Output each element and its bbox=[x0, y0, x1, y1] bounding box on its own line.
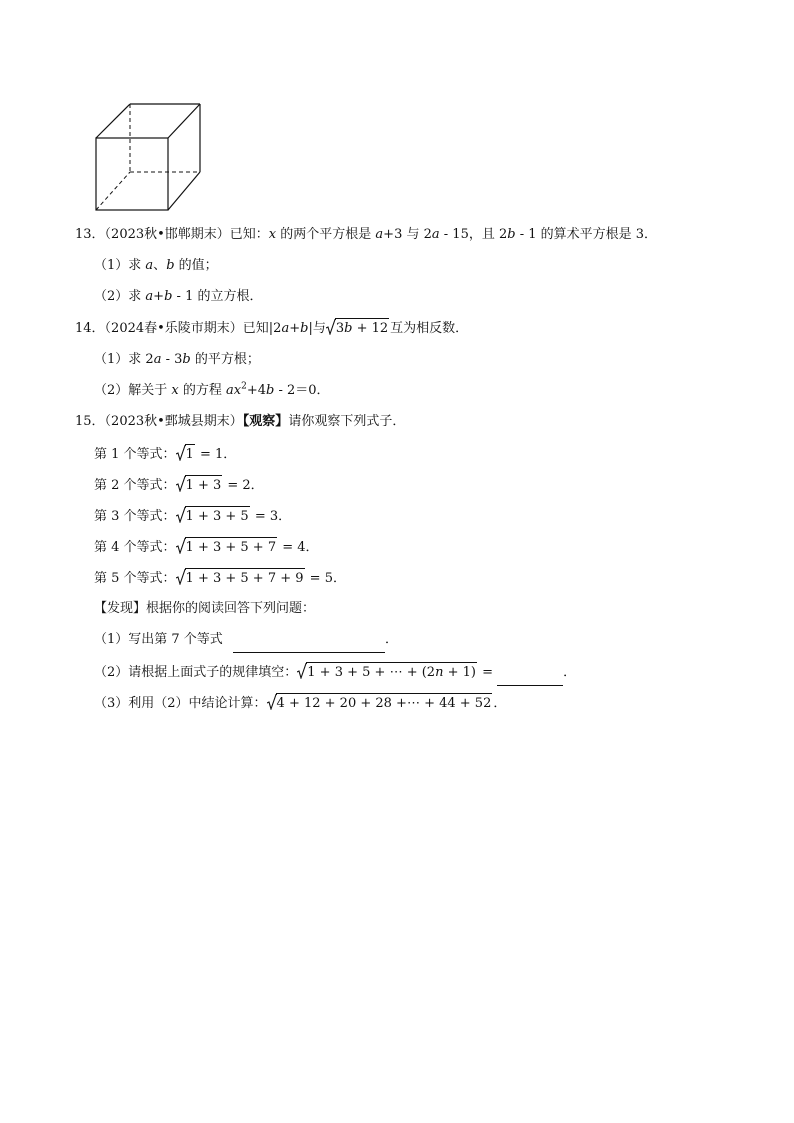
q15-equation-4: 第 4 个等式： 1 + 3 + 5 + 7 = 4． bbox=[94, 537, 319, 558]
q15-equation-5: 第 5 个等式： 1 + 3 + 5 + 7 + 9 = 5． bbox=[94, 568, 346, 589]
q15-stem: 15．（2023秋•鄄城县期末）【观察】请你观察下列式子． bbox=[75, 414, 406, 429]
cube-figure bbox=[92, 100, 204, 214]
q15-part2: （2）请根据上面式子的规律填空： 1 + 3 + 5 + ⋯ + (2𝑛 + 1) = ． bbox=[94, 662, 576, 686]
answer-blank-1[interactable] bbox=[233, 632, 385, 653]
q13-part1: （1）求 a、b 的值； bbox=[94, 258, 218, 273]
q14-part2: （2）解关于 x 的方程 $ax^2+4b - 2=0$． bbox=[94, 381, 330, 398]
q15-part1: （1）写出第 7 个等式 ． bbox=[94, 630, 398, 653]
q14-stem: 14．（2024春•乐陵市期末）已知|2a+b|与 3𝑏 + 12 互为相反数． bbox=[75, 318, 468, 339]
q13-part2: （2）求 a+b - 1 的立方根． bbox=[94, 289, 263, 304]
q15-discover: 【发现】根据你的阅读回答下列问题： bbox=[94, 601, 316, 616]
q14-part1: （1）求 2a - 3b 的平方根； bbox=[94, 352, 260, 367]
q15-equation-2: 第 2 个等式： 1 + 3 = 2． bbox=[94, 475, 264, 496]
q15-part3: （3）利用（2）中结论计算： 4 + 12 + 20 + 28 +⋯ + 44 + 52 ． bbox=[94, 693, 506, 714]
q13-stem: 13．（2023秋•邯郸期末）已知：x 的两个平方根是 a+3 与 2a - 15，且 2b - 1 的算术平方根是 3． bbox=[75, 227, 658, 242]
answer-blank-2[interactable] bbox=[497, 665, 563, 686]
q15-equation-1: 第 1 个等式： 1 = 1． bbox=[94, 444, 236, 465]
sqrt-expression: 3𝑏 + 12 bbox=[326, 318, 389, 339]
cube-front-face bbox=[96, 138, 168, 210]
q15-equation-3: 第 3 个等式： 1 + 3 + 5 = 3． bbox=[94, 506, 291, 527]
